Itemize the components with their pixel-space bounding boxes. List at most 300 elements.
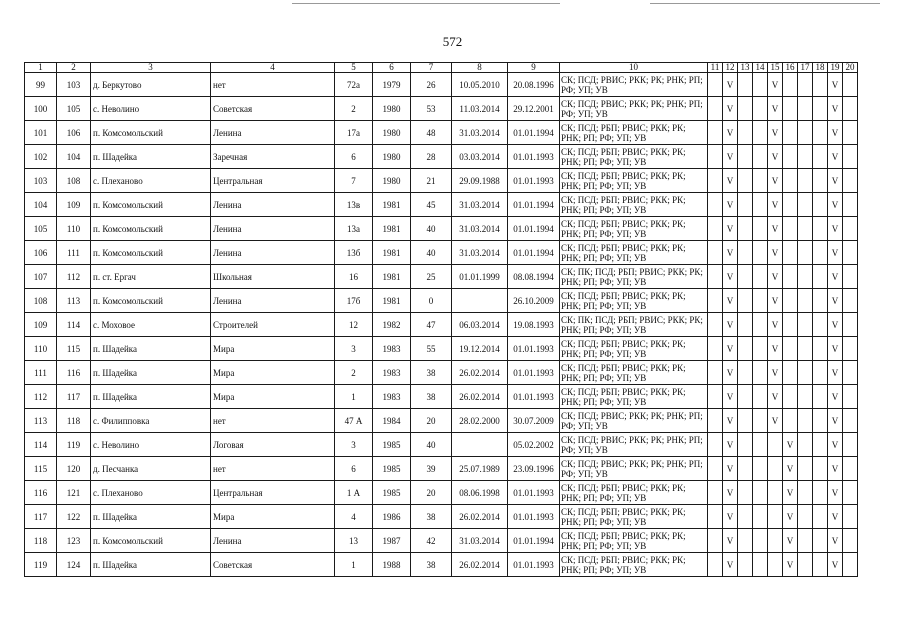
cell-year-built: 1985 — [373, 433, 411, 457]
cell-mark-col-17 — [798, 121, 813, 145]
cell-house-number: 6 — [335, 457, 373, 481]
cell-mark-col-19: V — [828, 241, 843, 265]
cell-mark-col-14 — [753, 265, 768, 289]
cell-mark-col-15: V — [768, 337, 783, 361]
table-row — [25, 241, 858, 265]
cell-street: нет — [211, 409, 335, 433]
cell-settlement: п. Комсомольский — [91, 529, 211, 553]
cell-mark-col-15: V — [768, 265, 783, 289]
cell-mark-col-15: V — [768, 361, 783, 385]
table-row — [25, 457, 858, 481]
table-row — [25, 169, 858, 193]
cell-wear-percent: 48 — [411, 121, 452, 145]
cell-mark-col-12: V — [723, 481, 738, 505]
cell-mark-col-11 — [708, 289, 723, 313]
cell-mark-col-19: V — [828, 457, 843, 481]
cell-inspection-date: 31.03.2014 — [452, 217, 508, 241]
page-number: 572 — [442, 34, 463, 49]
cell-mark-col-15 — [768, 553, 783, 577]
cell-year-built: 1981 — [373, 265, 411, 289]
cell-document-codes: СК; ПСД; РБП; РВИС; РКК; РК; РНК; РП; РФ; УП; УВ — [560, 529, 708, 553]
cell-wear-percent: 40 — [411, 217, 452, 241]
cell-inspection-date: 29.09.1988 — [452, 169, 508, 193]
cell-mark-col-16 — [783, 73, 798, 97]
cell-mark-col-18 — [813, 457, 828, 481]
cell-row-number: 99 — [25, 73, 57, 97]
cell-registration-date: 20.08.1996 — [508, 73, 560, 97]
cell-document-codes: СК; ПСД; РВИС; РКК; РК; РНК; РП; РФ; УП; УВ — [560, 433, 708, 457]
cell-mark-col-13 — [738, 97, 753, 121]
cell-mark-col-13 — [738, 409, 753, 433]
cell-mark-col-11 — [708, 217, 723, 241]
cell-row-number: 110 — [25, 337, 57, 361]
cell-mark-col-12: V — [723, 553, 738, 577]
cell-wear-percent: 20 — [411, 481, 452, 505]
cell-settlement: п. Комсомольский — [91, 121, 211, 145]
cell-mark-col-16: V — [783, 553, 798, 577]
cell-wear-percent: 25 — [411, 265, 452, 289]
cell-house-number: 3 — [335, 337, 373, 361]
cell-mark-col-13 — [738, 433, 753, 457]
register-table — [24, 62, 858, 577]
cell-year-built: 1985 — [373, 457, 411, 481]
cell-mark-col-17 — [798, 457, 813, 481]
cell-inspection-date — [452, 433, 508, 457]
cell-registration-date: 01.01.1993 — [508, 361, 560, 385]
table-row — [25, 313, 858, 337]
cell-object-id: 111 — [57, 241, 91, 265]
cell-mark-col-15: V — [768, 97, 783, 121]
cell-object-id: 119 — [57, 433, 91, 457]
cell-document-codes: СК; ПСД; РБП; РВИС; РКК; РК; РНК; РП; РФ; УП; УВ — [560, 505, 708, 529]
cell-row-number: 106 — [25, 241, 57, 265]
cell-mark-col-17 — [798, 217, 813, 241]
cell-year-built: 1980 — [373, 97, 411, 121]
cell-mark-col-19: V — [828, 145, 843, 169]
cell-street: Строителей — [211, 313, 335, 337]
cell-mark-col-20 — [843, 145, 858, 169]
cell-object-id: 106 — [57, 121, 91, 145]
table-row — [25, 409, 858, 433]
cell-wear-percent: 0 — [411, 289, 452, 313]
cell-inspection-date: 06.03.2014 — [452, 313, 508, 337]
cell-house-number: 3 — [335, 433, 373, 457]
cell-mark-col-15: V — [768, 145, 783, 169]
cell-wear-percent: 26 — [411, 73, 452, 97]
cell-document-codes: СК; ПСД; РБП; РВИС; РКК; РК; РНК; РП; РФ; УП; УВ — [560, 337, 708, 361]
cell-object-id: 121 — [57, 481, 91, 505]
cell-mark-col-14 — [753, 193, 768, 217]
cell-inspection-date: 19.12.2014 — [452, 337, 508, 361]
cell-street: Ленина — [211, 193, 335, 217]
cell-mark-col-14 — [753, 361, 768, 385]
cell-registration-date: 01.01.1993 — [508, 505, 560, 529]
cell-mark-col-14 — [753, 457, 768, 481]
cell-year-built: 1981 — [373, 241, 411, 265]
cell-mark-col-15 — [768, 481, 783, 505]
cell-mark-col-13 — [738, 385, 753, 409]
cell-wear-percent: 38 — [411, 385, 452, 409]
cell-mark-col-20 — [843, 481, 858, 505]
column-header-9: 9 — [508, 63, 560, 73]
cell-document-codes: СК; ПК; ПСД; РБП; РВИС; РКК; РК; РНК; РП; РФ; УП; УВ — [560, 265, 708, 289]
cell-wear-percent: 21 — [411, 169, 452, 193]
cell-mark-col-11 — [708, 169, 723, 193]
cell-mark-col-16 — [783, 97, 798, 121]
cell-mark-col-18 — [813, 193, 828, 217]
cell-mark-col-20 — [843, 529, 858, 553]
cell-object-id: 105 — [57, 97, 91, 121]
cell-mark-col-12: V — [723, 457, 738, 481]
cell-row-number: 115 — [25, 457, 57, 481]
cell-mark-col-18 — [813, 409, 828, 433]
cell-inspection-date: 26.02.2014 — [452, 361, 508, 385]
cell-mark-col-19: V — [828, 193, 843, 217]
cell-mark-col-17 — [798, 529, 813, 553]
cell-wear-percent: 38 — [411, 505, 452, 529]
column-header-17: 17 — [798, 63, 813, 73]
cell-mark-col-17 — [798, 505, 813, 529]
register-table-body — [25, 63, 858, 577]
cell-year-built: 1981 — [373, 289, 411, 313]
cell-mark-col-16 — [783, 409, 798, 433]
cell-house-number: 1 — [335, 385, 373, 409]
cell-wear-percent: 40 — [411, 241, 452, 265]
cell-object-id: 103 — [57, 73, 91, 97]
table-row — [25, 433, 858, 457]
cell-house-number: 4 — [335, 505, 373, 529]
cell-mark-col-17 — [798, 553, 813, 577]
cell-house-number: 2 — [335, 361, 373, 385]
cell-mark-col-11 — [708, 409, 723, 433]
cell-mark-col-17 — [798, 337, 813, 361]
cell-mark-col-12: V — [723, 73, 738, 97]
cell-mark-col-15: V — [768, 241, 783, 265]
table-row — [25, 289, 858, 313]
table-row — [25, 529, 858, 553]
cell-document-codes: СК; ПСД; РВИС; РКК; РК; РНК; РП; РФ; УП; УВ — [560, 409, 708, 433]
cell-mark-col-12: V — [723, 409, 738, 433]
cell-mark-col-14 — [753, 289, 768, 313]
cell-mark-col-11 — [708, 553, 723, 577]
cell-row-number: 101 — [25, 121, 57, 145]
column-header-10: 10 — [560, 63, 708, 73]
cell-object-id: 120 — [57, 457, 91, 481]
cell-mark-col-11 — [708, 193, 723, 217]
cell-object-id: 110 — [57, 217, 91, 241]
cell-mark-col-12: V — [723, 169, 738, 193]
cell-mark-col-16: V — [783, 529, 798, 553]
cell-object-id: 122 — [57, 505, 91, 529]
cell-mark-col-15: V — [768, 169, 783, 193]
cell-year-built: 1982 — [373, 313, 411, 337]
cell-registration-date: 01.01.1993 — [508, 145, 560, 169]
cell-registration-date: 29.12.2001 — [508, 97, 560, 121]
cell-street: Центральная — [211, 481, 335, 505]
cell-mark-col-13 — [738, 193, 753, 217]
cell-settlement: п. Комсомольский — [91, 289, 211, 313]
cell-mark-col-15: V — [768, 193, 783, 217]
cell-mark-col-16: V — [783, 457, 798, 481]
cell-inspection-date: 03.03.2014 — [452, 145, 508, 169]
cell-settlement: с. Плеханово — [91, 481, 211, 505]
cell-street: Ленина — [211, 241, 335, 265]
cell-mark-col-13 — [738, 481, 753, 505]
cell-object-id: 109 — [57, 193, 91, 217]
cell-mark-col-11 — [708, 385, 723, 409]
cell-mark-col-18 — [813, 169, 828, 193]
cell-document-codes: СК; ПСД; РБП; РВИС; РКК; РК; РНК; РП; РФ; УП; УВ — [560, 553, 708, 577]
cell-registration-date: 01.01.1994 — [508, 241, 560, 265]
cell-row-number: 117 — [25, 505, 57, 529]
cell-inspection-date: 31.03.2014 — [452, 241, 508, 265]
cell-mark-col-16 — [783, 217, 798, 241]
cell-mark-col-19: V — [828, 169, 843, 193]
top-rule-right — [650, 3, 880, 4]
cell-inspection-date: 26.02.2014 — [452, 505, 508, 529]
table-row — [25, 265, 858, 289]
cell-mark-col-20 — [843, 73, 858, 97]
cell-mark-col-16 — [783, 145, 798, 169]
cell-mark-col-19: V — [828, 217, 843, 241]
cell-street: нет — [211, 73, 335, 97]
cell-mark-col-18 — [813, 529, 828, 553]
cell-street: Ленина — [211, 217, 335, 241]
cell-row-number: 111 — [25, 361, 57, 385]
cell-mark-col-20 — [843, 457, 858, 481]
column-header-8: 8 — [452, 63, 508, 73]
cell-wear-percent: 53 — [411, 97, 452, 121]
cell-inspection-date: 25.07.1989 — [452, 457, 508, 481]
cell-inspection-date: 31.03.2014 — [452, 193, 508, 217]
cell-mark-col-11 — [708, 97, 723, 121]
cell-object-id: 108 — [57, 169, 91, 193]
column-header-15: 15 — [768, 63, 783, 73]
cell-row-number: 102 — [25, 145, 57, 169]
cell-mark-col-16 — [783, 313, 798, 337]
cell-mark-col-11 — [708, 337, 723, 361]
cell-registration-date: 01.01.1993 — [508, 553, 560, 577]
cell-inspection-date: 31.03.2014 — [452, 529, 508, 553]
cell-year-built: 1985 — [373, 481, 411, 505]
cell-mark-col-19: V — [828, 385, 843, 409]
cell-mark-col-14 — [753, 529, 768, 553]
cell-mark-col-18 — [813, 553, 828, 577]
cell-registration-date: 01.01.1993 — [508, 337, 560, 361]
cell-mark-col-15: V — [768, 409, 783, 433]
cell-object-id: 104 — [57, 145, 91, 169]
cell-house-number: 1 — [335, 553, 373, 577]
cell-document-codes: СК; ПСД; РБП; РВИС; РКК; РК; РНК; РП; РФ; УП; УВ — [560, 145, 708, 169]
cell-mark-col-19: V — [828, 337, 843, 361]
cell-mark-col-12: V — [723, 121, 738, 145]
cell-mark-col-18 — [813, 313, 828, 337]
cell-mark-col-11 — [708, 265, 723, 289]
table-row — [25, 385, 858, 409]
cell-document-codes: СК; ПСД; РБП; РВИС; РКК; РК; РНК; РП; РФ; УП; УВ — [560, 361, 708, 385]
cell-mark-col-15: V — [768, 313, 783, 337]
cell-mark-col-20 — [843, 241, 858, 265]
cell-mark-col-20 — [843, 289, 858, 313]
cell-settlement: п. Комсомольский — [91, 241, 211, 265]
cell-row-number: 103 — [25, 169, 57, 193]
column-header-19: 19 — [828, 63, 843, 73]
cell-settlement: с. Плеханово — [91, 169, 211, 193]
cell-mark-col-17 — [798, 481, 813, 505]
cell-mark-col-15 — [768, 433, 783, 457]
cell-settlement: п. Шадейка — [91, 337, 211, 361]
cell-mark-col-12: V — [723, 265, 738, 289]
cell-mark-col-18 — [813, 481, 828, 505]
cell-street: нет — [211, 457, 335, 481]
column-header-1: 1 — [25, 63, 57, 73]
cell-mark-col-20 — [843, 313, 858, 337]
cell-street: Ленина — [211, 529, 335, 553]
cell-document-codes: СК; ПСД; РВИС; РКК; РК; РНК; РП; РФ; УП; УВ — [560, 97, 708, 121]
cell-registration-date: 01.01.1994 — [508, 121, 560, 145]
cell-mark-col-13 — [738, 529, 753, 553]
cell-mark-col-16: V — [783, 433, 798, 457]
cell-house-number: 72а — [335, 73, 373, 97]
cell-object-id: 115 — [57, 337, 91, 361]
cell-house-number: 13 — [335, 529, 373, 553]
cell-mark-col-15: V — [768, 289, 783, 313]
cell-settlement: п. Шадейка — [91, 505, 211, 529]
cell-mark-col-17 — [798, 73, 813, 97]
cell-mark-col-14 — [753, 73, 768, 97]
cell-inspection-date: 10.05.2010 — [452, 73, 508, 97]
cell-registration-date: 23.09.1996 — [508, 457, 560, 481]
cell-registration-date: 01.01.1993 — [508, 169, 560, 193]
cell-object-id: 123 — [57, 529, 91, 553]
cell-year-built: 1980 — [373, 145, 411, 169]
cell-mark-col-13 — [738, 121, 753, 145]
cell-mark-col-15 — [768, 505, 783, 529]
cell-inspection-date: 11.03.2014 — [452, 97, 508, 121]
cell-registration-date: 08.08.1994 — [508, 265, 560, 289]
cell-mark-col-19: V — [828, 433, 843, 457]
cell-settlement: п. Комсомольский — [91, 193, 211, 217]
cell-row-number: 116 — [25, 481, 57, 505]
cell-mark-col-14 — [753, 217, 768, 241]
cell-registration-date: 01.01.1993 — [508, 385, 560, 409]
cell-document-codes: СК; ПСД; РВИС; РКК; РК; РНК; РП; РФ; УП; УВ — [560, 457, 708, 481]
cell-document-codes: СК; ПСД; РБП; РВИС; РКК; РК; РНК; РП; РФ; УП; УВ — [560, 241, 708, 265]
cell-mark-col-17 — [798, 433, 813, 457]
column-header-4: 4 — [211, 63, 335, 73]
cell-mark-col-16: V — [783, 505, 798, 529]
cell-mark-col-17 — [798, 409, 813, 433]
cell-mark-col-16 — [783, 169, 798, 193]
cell-settlement: с. Неволино — [91, 433, 211, 457]
cell-registration-date: 01.01.1994 — [508, 529, 560, 553]
cell-house-number: 17а — [335, 121, 373, 145]
cell-mark-col-15: V — [768, 73, 783, 97]
cell-mark-col-18 — [813, 505, 828, 529]
cell-mark-col-12: V — [723, 289, 738, 313]
cell-wear-percent: 42 — [411, 529, 452, 553]
cell-document-codes: СК; ПСД; РБП; РВИС; РКК; РК; РНК; РП; РФ; УП; УВ — [560, 385, 708, 409]
cell-mark-col-18 — [813, 241, 828, 265]
cell-mark-col-14 — [753, 481, 768, 505]
column-header-11: 11 — [708, 63, 723, 73]
cell-mark-col-13 — [738, 265, 753, 289]
cell-mark-col-16 — [783, 193, 798, 217]
cell-settlement: п. Шадейка — [91, 145, 211, 169]
cell-mark-col-19: V — [828, 289, 843, 313]
cell-wear-percent: 38 — [411, 553, 452, 577]
cell-row-number: 105 — [25, 217, 57, 241]
cell-row-number: 118 — [25, 529, 57, 553]
cell-mark-col-14 — [753, 409, 768, 433]
cell-mark-col-17 — [798, 385, 813, 409]
cell-mark-col-16 — [783, 337, 798, 361]
cell-document-codes: СК; ПСД; РВИС; РКК; РК; РНК; РП; РФ; УП; УВ — [560, 73, 708, 97]
cell-row-number: 107 — [25, 265, 57, 289]
cell-mark-col-19: V — [828, 73, 843, 97]
cell-row-number: 119 — [25, 553, 57, 577]
column-header-18: 18 — [813, 63, 828, 73]
cell-wear-percent: 39 — [411, 457, 452, 481]
table-row — [25, 505, 858, 529]
cell-settlement: с. Неволино — [91, 97, 211, 121]
table-row — [25, 361, 858, 385]
cell-registration-date: 05.02.2002 — [508, 433, 560, 457]
cell-inspection-date — [452, 289, 508, 313]
cell-mark-col-20 — [843, 433, 858, 457]
cell-object-id: 117 — [57, 385, 91, 409]
cell-mark-col-13 — [738, 241, 753, 265]
cell-mark-col-11 — [708, 457, 723, 481]
cell-mark-col-18 — [813, 265, 828, 289]
cell-mark-col-12: V — [723, 337, 738, 361]
cell-registration-date: 26.10.2009 — [508, 289, 560, 313]
cell-street: Ленина — [211, 121, 335, 145]
cell-mark-col-15 — [768, 529, 783, 553]
cell-house-number: 6 — [335, 145, 373, 169]
cell-house-number: 1 А — [335, 481, 373, 505]
cell-street: Мира — [211, 337, 335, 361]
cell-settlement: п. Шадейка — [91, 553, 211, 577]
cell-mark-col-20 — [843, 385, 858, 409]
cell-mark-col-18 — [813, 97, 828, 121]
cell-house-number: 7 — [335, 169, 373, 193]
cell-mark-col-20 — [843, 169, 858, 193]
cell-settlement: д. Песчанка — [91, 457, 211, 481]
cell-year-built: 1983 — [373, 361, 411, 385]
cell-year-built: 1980 — [373, 121, 411, 145]
cell-object-id: 118 — [57, 409, 91, 433]
cell-mark-col-11 — [708, 529, 723, 553]
cell-mark-col-12: V — [723, 97, 738, 121]
cell-row-number: 114 — [25, 433, 57, 457]
cell-year-built: 1988 — [373, 553, 411, 577]
cell-document-codes: СК; ПСД; РБП; РВИС; РКК; РК; РНК; РП; РФ; УП; УВ — [560, 217, 708, 241]
cell-mark-col-13 — [738, 169, 753, 193]
cell-mark-col-19: V — [828, 505, 843, 529]
cell-street: Центральная — [211, 169, 335, 193]
cell-house-number: 2 — [335, 97, 373, 121]
cell-mark-col-13 — [738, 361, 753, 385]
cell-mark-col-19: V — [828, 409, 843, 433]
cell-mark-col-16 — [783, 121, 798, 145]
table-row — [25, 553, 858, 577]
cell-settlement: п. Шадейка — [91, 361, 211, 385]
cell-street: Мира — [211, 505, 335, 529]
cell-mark-col-15: V — [768, 121, 783, 145]
cell-settlement: с. Филипповка — [91, 409, 211, 433]
cell-mark-col-13 — [738, 145, 753, 169]
